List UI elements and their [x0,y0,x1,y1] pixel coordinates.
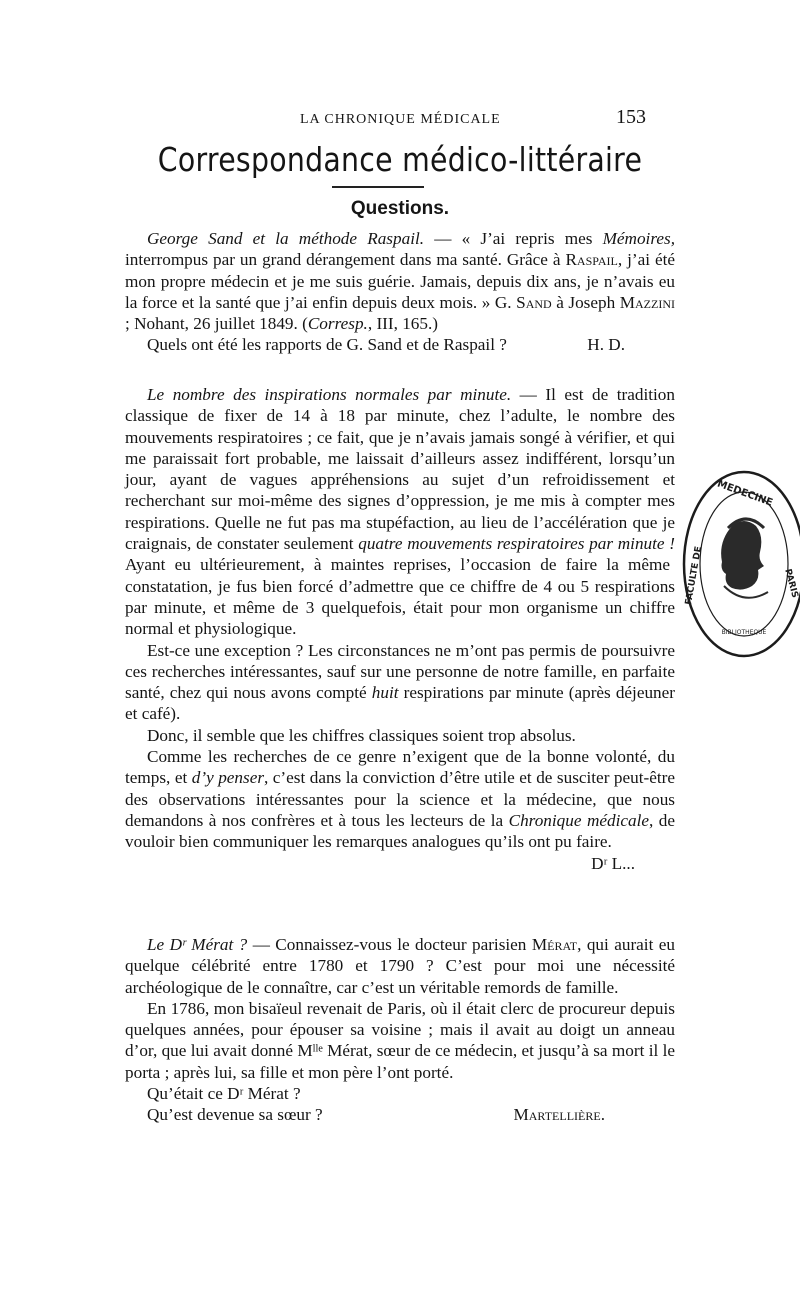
question-paragraph: George Sand et la méthode Raspail. — « J’ai repris mes Mémoires, interrompus par un grand dérangement dans ma santé. Grâce à Raspail, j’ai été mon propre médecin et je me suis guérie. Jamais, depuis dix ans, je n’avais eu la force et la santé que j’ai enfin depuis deux mois. » G. Sand à Joseph Mazzini ; Nohant, 26 juillet 1849. (Corresp., III, 165.) [125,229,676,334]
question-lead: George Sand et la méthode Raspail. [147,229,425,248]
question-merat [125,934,675,1126]
svg-text:PARIS: PARIS [782,567,800,600]
svg-text:BIBLIOTHEQUE: BIBLIOTHEQUE [721,629,767,636]
signature: Martellière. [513,1105,605,1125]
library-stamp [674,466,800,662]
svg-text:FACULTE DE: FACULTE DE [683,545,705,606]
question-lead: Le Dʳ Mérat ? [147,935,248,954]
signature: Dʳ L... [591,853,635,873]
question-paragraph: Le nombre des inspirations normales par minute. — Il est de tradition classique de fixer de 14 à 18 par minute, chez l’adulte, le nombre des mouvements respiratoires ; ce fait, que je n’avais jamais songé à vérifier, et qui me paraissait fort probable, me laissait d’ailleurs assez indifférent, lorsqu’un jour, ayant de vagues appréhensions au sujet d’un refroidissement et recherchant sur moi-même des signes d’oppression, je me mis à compter mes respirations. Quelle ne fut pas ma stupéfaction, au lieu de l’accélération que je craignais, de constater seulement quatre mouvements respiratoires par minute ! Ayant eu ultérieurement, à maintes reprises, l’occasion de faire la même constatation, je fus bien forcé d’admettre que ce chiffre de 4 ou 5 respirations par minute, et même de 3 quelquefois, était pour mon organisme un chiffre normal et physiologique. [125,385,675,639]
paragraph: Est-ce une exception ? Les circonstances ne m’ont pas permis de poursuivre ces recherches intéressantes, sauf sur une personne de notre famille, en parfaite santé, chez qui nous avons compté huit respirations par minute (après déjeuner et café). [125,640,675,724]
page-title: Correspondance médico-littéraire [157,140,643,179]
paragraph: Donc, il semble que les chiffres classiques soient trop absolus. [147,725,576,745]
paragraph: Comme les recherches de ce genre n’exigent que de la bonne volonté, du temps, et d’y penser, c’est dans la conviction d’être utile et de susciter peut-être des observations intéressantes pour la science et la médecine, que nous demandons à nos confrères et à tous les lecteurs de la Chronique médicale, de vouloir bien communiquer les remarques analogues qu’ils ont pu faire. [125,747,675,852]
question-inspirations [125,384,675,874]
signature: H. D. [587,335,625,355]
svg-text:MEDECINE: MEDECINE [715,478,775,509]
question-lead: Le nombre des inspirations normales par minute. [147,385,512,404]
question-text: Qu’était ce Dʳ Mérat ? [147,1084,301,1104]
page-number: 153 [616,106,646,128]
question-text: Quels ont été les rapports de G. Sand et de Raspail ? [147,335,507,355]
running-head: LA CHRONIQUE MÉDICALE [300,112,501,127]
question-text: Qu’est devenue sa sœur ? [147,1105,323,1125]
title-rule [332,186,424,188]
question-line [125,334,675,355]
question-paragraph: Le Dʳ Mérat ? — Connaissez-vous le docteur parisien Mérat, qui aurait eu quelque célébrité entre 1780 et 1790 ? C’est pour moi une nécessité archéologique de le connaître, car c’est un véritable remords de famille. [125,935,675,997]
section-heading: Questions. [350,198,450,219]
portrait-icon [721,521,764,590]
question-george-sand [125,228,675,356]
paragraph: En 1786, mon bisaïeul revenait de Paris, où il était clerc de procureur depuis quelques années, pour épouser sa voisine ; mais il avait au doigt un anneau d’or, que lui avait donné Mˡˡᵉ Mérat, sœur de ce médecin, et jusqu’à sa mort il le porta ; après lui, sa fille et mon père l’ont porté. [125,998,675,1082]
question-line [125,1104,675,1125]
